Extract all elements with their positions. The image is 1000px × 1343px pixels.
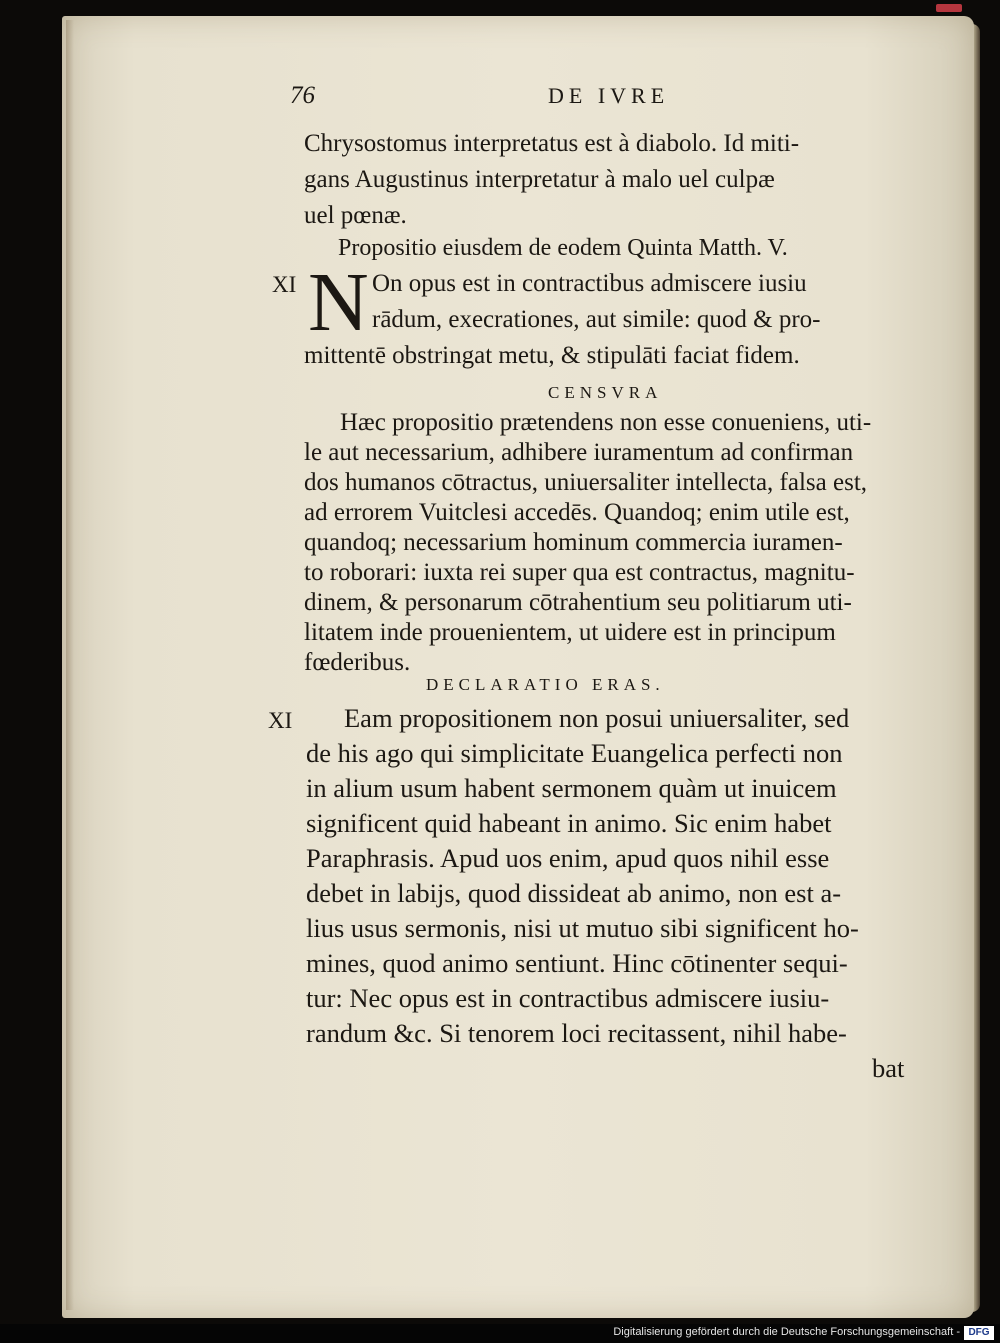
scanned-page [62,16,974,1318]
text-line: fœderibus. [304,649,411,676]
text-line: dos humanos cōtractus, uniuersaliter intellecta, falsa est, [304,469,868,496]
text-line: debet in labijs, quod dissideat ab animo, non est a- [306,878,842,908]
text-line: litatem inde prouenientem, ut uidere est in principum [304,619,836,646]
text-line: Chrysostomus interpretatus est à diabolo. Id miti- [304,130,800,157]
text-line: significent quid habeant in animo. Sic enim habet [306,808,832,838]
text-line: Hæc propositio prætendens non esse conueniens, uti- [340,409,872,436]
section-heading-declaratio: DECLARATIO ERAS. [426,675,665,694]
text-line: mittentē obstringat metu, & stipulāti faciat fidem. [304,342,800,369]
section-heading-censura: CENSVRA [548,383,663,402]
running-head: DE IVRE [548,83,670,108]
text-line: mines, quod animo sentiunt. Hinc cōtinenter sequi- [306,948,848,978]
text-line: to roborari: iuxta rei super qua est contractus, magnitu- [304,559,855,586]
corner-color-marker [936,4,962,12]
text-line: le aut necessarium, adhibere iuramentum ad confirman [304,439,854,466]
text-line: dinem, & personarum cōtrahentium seu politiarum uti- [304,589,852,616]
page-gutter-shadow [66,20,74,1310]
text-line: Paraphrasis. Apud uos enim, apud quos nihil esse [306,843,830,873]
text-line: ad errorem Vuitclesi accedēs. Quandoq; enim utile est, [304,499,850,526]
dfg-logo-icon: DFG [964,1326,994,1340]
text-line: tur: Nec opus est in contractibus admiscere iusiu- [306,983,830,1013]
text-line: lius usus sermonis, nisi ut mutuo sibi significent ho- [306,913,859,943]
text-line: On opus est in contractibus admiscere iusiu [372,270,807,297]
margin-number: XI [268,708,293,733]
margin-number: XI [272,272,297,297]
footer-credit-text: Digitalisierung gefördert durch die Deutsche Forschungsgemeinschaft - [613,1326,960,1338]
text-line: gans Augustinus interpretatur à malo uel culpæ [304,166,775,193]
text-line: de his ago qui simplicitate Euangelica perfecti non [306,738,843,768]
text-line: Eam propositionem non posui uniuersaliter, sed [344,703,850,733]
text-line: in alium usum habent sermonem quàm ut inuicem [306,773,837,803]
drop-cap-initial: N [308,256,369,349]
page-number: 76 [290,82,315,109]
text-line: randum &c. Si tenorem loci recitassent, nihil habe- [306,1018,847,1048]
text-line: quandoq; necessarium hominum commercia iuramen- [304,529,843,556]
catchword: bat [872,1053,905,1083]
text-line: uel pœnæ. [304,202,407,229]
proposition-title: Propositio eiusdem de eodem Quinta Matth. V. [338,235,788,261]
text-line: rādum, execrationes, aut simile: quod & pro- [372,306,821,333]
